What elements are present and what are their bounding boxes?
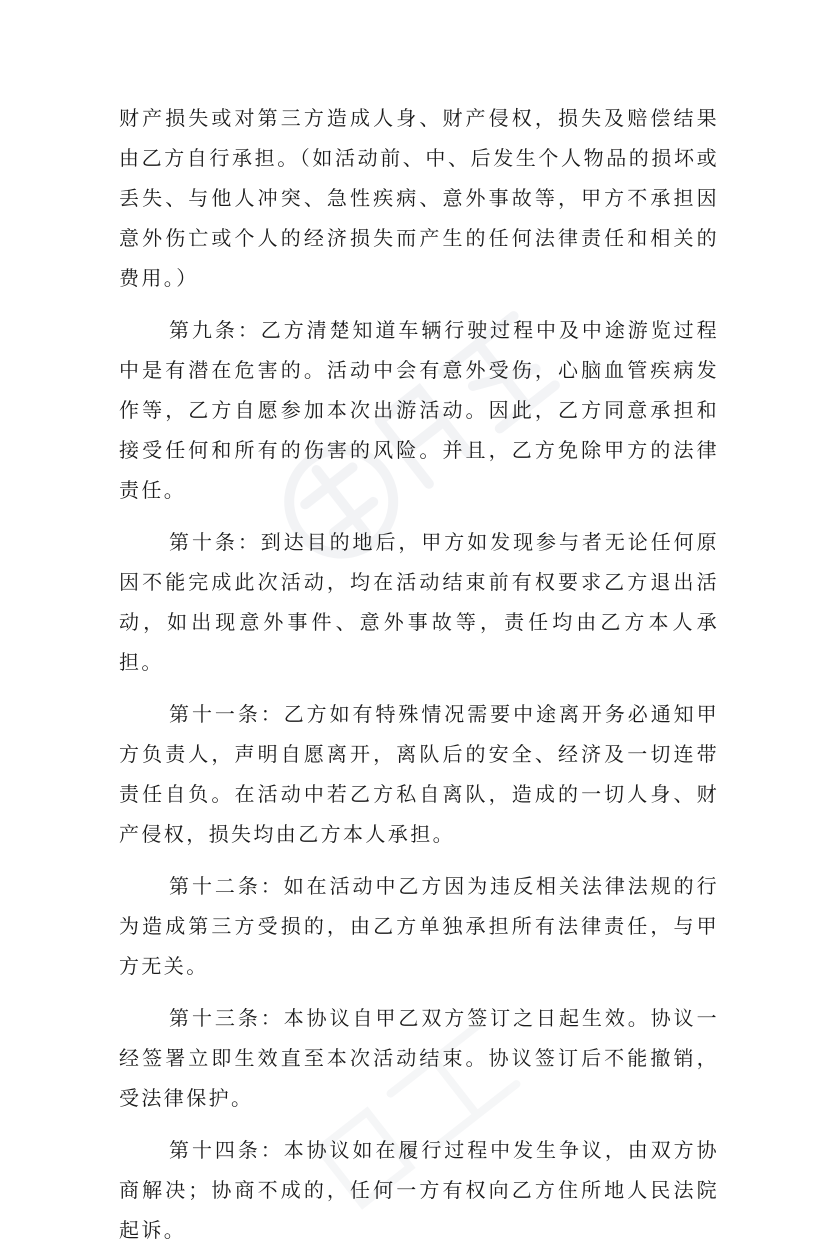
paragraph-article-10: 第十条：到达目的地后，甲方如发现参与者无论任何原因不能完成此次活动，均在活动结束前有权要求乙方退出活动，如出现意外事件、意外事故等，责任均由乙方本人承担。 xyxy=(119,530,719,674)
paragraph-article-13: 第十三条：本协议自甲乙双方签订之日起生效。协议一经签署立即生效直至本次活动结束。协议签订后不能撤销，受法律保护。 xyxy=(119,1006,719,1110)
paragraph-continuation: 财产损失或对第三方造成人身、财产侵权，损失及赔偿结果由乙方自行承担。（如活动前、中、后发生个人物品的损坏或丢失、与他人冲突、急性疾病、意外事故等，甲方不承担因意外伤亡或个人的经济损失而产生的任何法律责任和相关的费用。） xyxy=(119,106,719,290)
paragraph-article-9: 第九条：乙方清楚知道车辆行驶过程中及中途游览过程中是有潜在危害的。活动中会有意外受伤，心脑血管疾病发作等，乙方自愿参加本次出游活动。因此，乙方同意承担和接受任何和所有的伤害的风险。并且，乙方免除甲方的法律责任。 xyxy=(119,318,719,502)
paragraph-article-14: 第十四条：本协议如在履行过程中发生争议，由双方协商解决；协商不成的，任何一方有权向乙方住所地人民法院起诉。 xyxy=(119,1138,719,1242)
document-body xyxy=(119,98,719,1250)
paragraph-article-11: 第十一条：乙方如有特殊情况需要中途离开务必通知甲方负责人，声明自愿离开，离队后的安全、经济及一切连带责任自负。在活动中若乙方私自离队，造成的一切人身、财产侵权，损失均由乙方本人承担。 xyxy=(119,702,719,846)
paragraph-article-12: 第十二条：如在活动中乙方因为违反相关法律法规的行为造成第三方受损的，由乙方单独承担所有法律责任，与甲方无关。 xyxy=(119,874,719,978)
